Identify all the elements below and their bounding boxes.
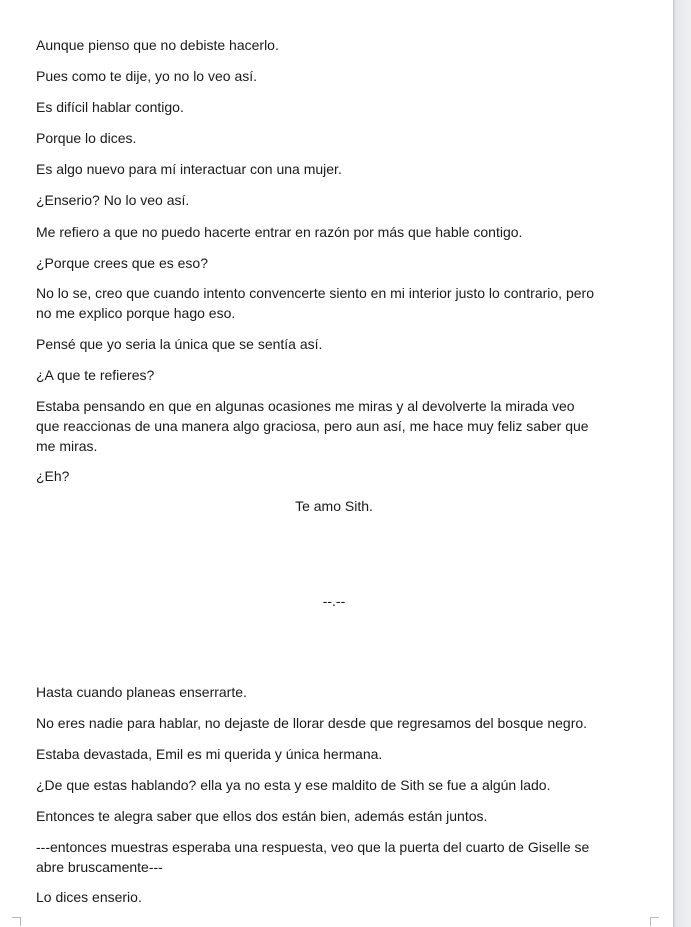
text-line: abre bruscamente--- — [36, 859, 163, 875]
text-line: me miras. — [36, 438, 98, 454]
text-line: No eres nadie para hablar, no dejaste de llorar desde que regresamos del bosque negro. — [36, 715, 588, 731]
text-line: Estaba pensando en que en algunas ocasiones me miras y al devolverte la mirada veo — [36, 398, 575, 414]
text-line: ¿De que estas hablando? ella ya no esta y ese maldito de Sith se fue a algún lado. — [36, 777, 551, 793]
text-line: Porque lo dices. — [36, 130, 137, 146]
text-line: ¿A que te refieres? — [36, 367, 155, 383]
text-line: Hasta cuando planeas enserrarte. — [36, 684, 247, 700]
text-line: no me explico porque hago eso. — [36, 305, 236, 321]
text-line: No lo se, creo que cuando intento convencerte siento en mi interior justo lo contrario, pero — [36, 285, 594, 301]
text-line: Es difícil hablar contigo. — [36, 99, 184, 115]
text-line: Pensé que yo seria la única que se sentía así. — [36, 336, 323, 352]
text-line: Entonces te alegra saber que ellos dos están bien, además están juntos. — [36, 808, 488, 824]
workspace-gutter — [673, 0, 691, 927]
text-line: ¿Porque crees que es eso? — [36, 255, 208, 271]
text-line: Aunque pienso que no debiste hacerlo. — [36, 37, 279, 53]
text-line: ¿Eh? — [36, 468, 70, 484]
margin-corner-mark — [12, 917, 21, 926]
text-line: Es algo nuevo para mí interactuar con una mujer. — [36, 161, 342, 177]
text-line: que reaccionas de una manera algo graciosa, pero aun así, me hace muy feliz saber que — [36, 418, 589, 434]
centered-text: Te amo Sith. — [295, 498, 373, 514]
text-line: Me refiero a que no puedo hacerte entrar en razón por más que hable contigo. — [36, 224, 523, 240]
text-line: ¿Enserio? No lo veo así. — [36, 192, 190, 208]
text-line: ---entonces muestras esperaba una respuesta, veo que la puerta del cuarto de Giselle se — [36, 839, 590, 855]
text-line: Lo dices enserio. — [36, 889, 142, 905]
text-line: Pues como te dije, yo no lo veo así. — [36, 68, 258, 84]
text-line: Estaba devastada, Emil es mi querida y única hermana. — [36, 746, 383, 762]
margin-corner-mark — [650, 917, 659, 926]
scene-separator: --.-- — [322, 593, 346, 609]
